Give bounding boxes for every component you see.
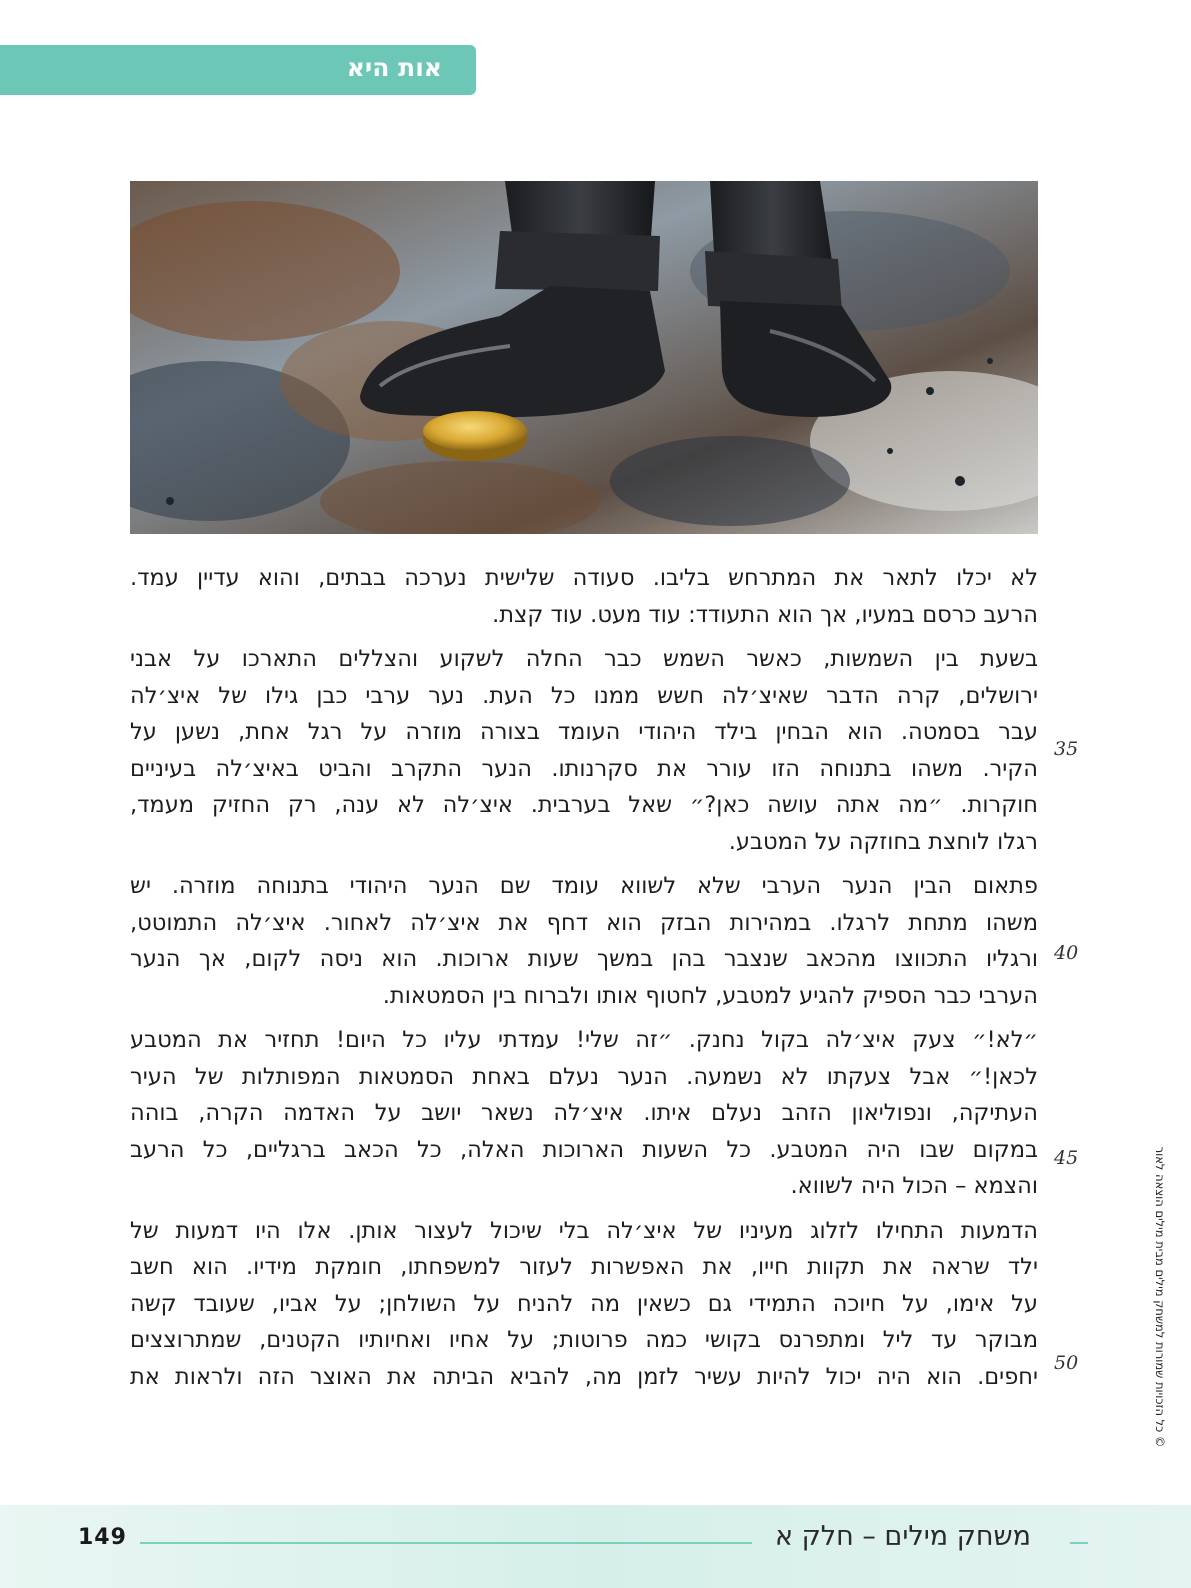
copyright-notice [1148,1130,1170,1470]
line-number-50: 50 [1054,1352,1079,1374]
text-line: ילד שראה את תקוות חייו, את האפשרות לעזור למשפחתו, חומקת מידיו. הוא חשב [130,1254,1038,1280]
text-line: משהו מתחת לרגלו. במהירות הבזק הוא דחף את איצ׳לה לאחור. איצ׳לה התמוטט, [130,909,1038,936]
text-line: הרעב כרסם במעיו, אך הוא התעודד: עוד מעט. עוד קצת. [492,601,1038,628]
text-line: ורגליו התכווצו מהכאב שנצבר בהן במשך שעות ארוכות. הוא ניסה לקום, אך הנער [130,946,1038,972]
text-line: חוקרות. ״מה אתה עושה כאן?״ שאל בערבית. איצ׳לה לא ענה, רק החזיק מעמד, [130,792,1038,818]
text-line: הדמעות התחילו לזלוג מעיניו של איצ׳לה בלי שיכול לעצור אותן. אלו היו דמעות של [130,1217,1038,1244]
book-title: משחק מילים – חלק א [775,1521,1031,1552]
text-line: ״לא!״ צעק איצ׳לה בקול נחנק. ״זה שלי! עמדתי עליו כל היום! תחזיר את המטבע [130,1027,1038,1053]
text-line: לכאן!״ אבל צעקתו לא נשמעה. הנער נעלם באחת הסמטאות המפותלות של העיר [130,1063,1038,1090]
page-number: 149 [78,1525,127,1550]
line-number-45: 45 [1054,1147,1079,1169]
text-line: העתיקה, ונפוליאון הזהב נעלם איתו. איצ׳לה נשאר יושב על האדמה הקרה, בוהה [130,1100,1038,1126]
chapter-tab [0,45,476,95]
text-line: במקום שבו היה המטבע. כל השעות הארוכות האלה, כל הכאב ברגליים, כל הרעב [130,1136,1038,1163]
paragraph [130,1213,1038,1396]
paragraph [130,1022,1038,1205]
footer-rule [1070,1542,1088,1544]
text-line: הערבי כבר הספיק להגיע למטבע, לחטוף אותו ולברוח בין הסמטאות. [382,982,1038,1009]
text-line: בשעת בין השמשות, כאשר השמש כבר החלה לשקוע והצללים התארכו על אבני [130,646,1038,672]
watercolor-image [130,181,1038,534]
text-line: רגלו לוחצת בחוזקה על המטבע. [728,828,1038,855]
text-line: פתאום הבין הנער הערבי שלא לשווא עומד שם הנער היהודי בתנוחה מוזרה. יש [130,873,1038,899]
paragraph [130,868,1038,1014]
chapter-tab-label: אות היא [346,53,442,82]
paragraph [130,560,1038,633]
footer-rule [140,1542,752,1544]
text-line: לא יכלו לתאר את המתרחש בליבו. סעודה שלישית נערכה בבתים, והוא עדיין עמד. [130,565,1038,591]
text-line: על אימו, על חיוכה התמידי גם כשאין מה להניח על השולחן; על אביו, שעובד קשה [130,1290,1038,1317]
text-line: הקיר. משהו בתנוחה הזו עורר את סקרנותו. הנער התקרב והביט באיצ׳לה בעיניים [130,755,1038,782]
line-number-35: 35 [1054,738,1079,760]
text-line: עבר בסמטה. הוא הבחין בילד היהודי העומד בצורה מוזרה על רגל אחת, נשען על [130,719,1038,745]
illustration-shoe-on-coin [130,181,1038,534]
text-line: והצמא – הכול היה לשווא. [790,1173,1038,1199]
story-text [130,560,1038,1403]
page-footer [0,1505,1191,1588]
paragraph [130,641,1038,860]
line-number-40: 40 [1054,942,1079,964]
text-line: מבוקר עד ליל ומתפרנס בקושי כמה פרוטות; על אחיו ואחיותיו הקטנים, שמתרוצצים [130,1327,1038,1353]
copyright-text: © כל הזכויות שמורות למשחק מילים מבית מילים הוצאה לאור [1153,1146,1167,1448]
text-line: יחפים. הוא היה יכול להיות עשיר לזמן מה, להביא הביתה את האוצר הזה ולראות את [130,1363,1038,1390]
text-line: ירושלים, קרה הדבר שאיצ׳לה חשש ממנו כל העת. נער ערבי כבן גילו של איצ׳לה [130,682,1038,709]
